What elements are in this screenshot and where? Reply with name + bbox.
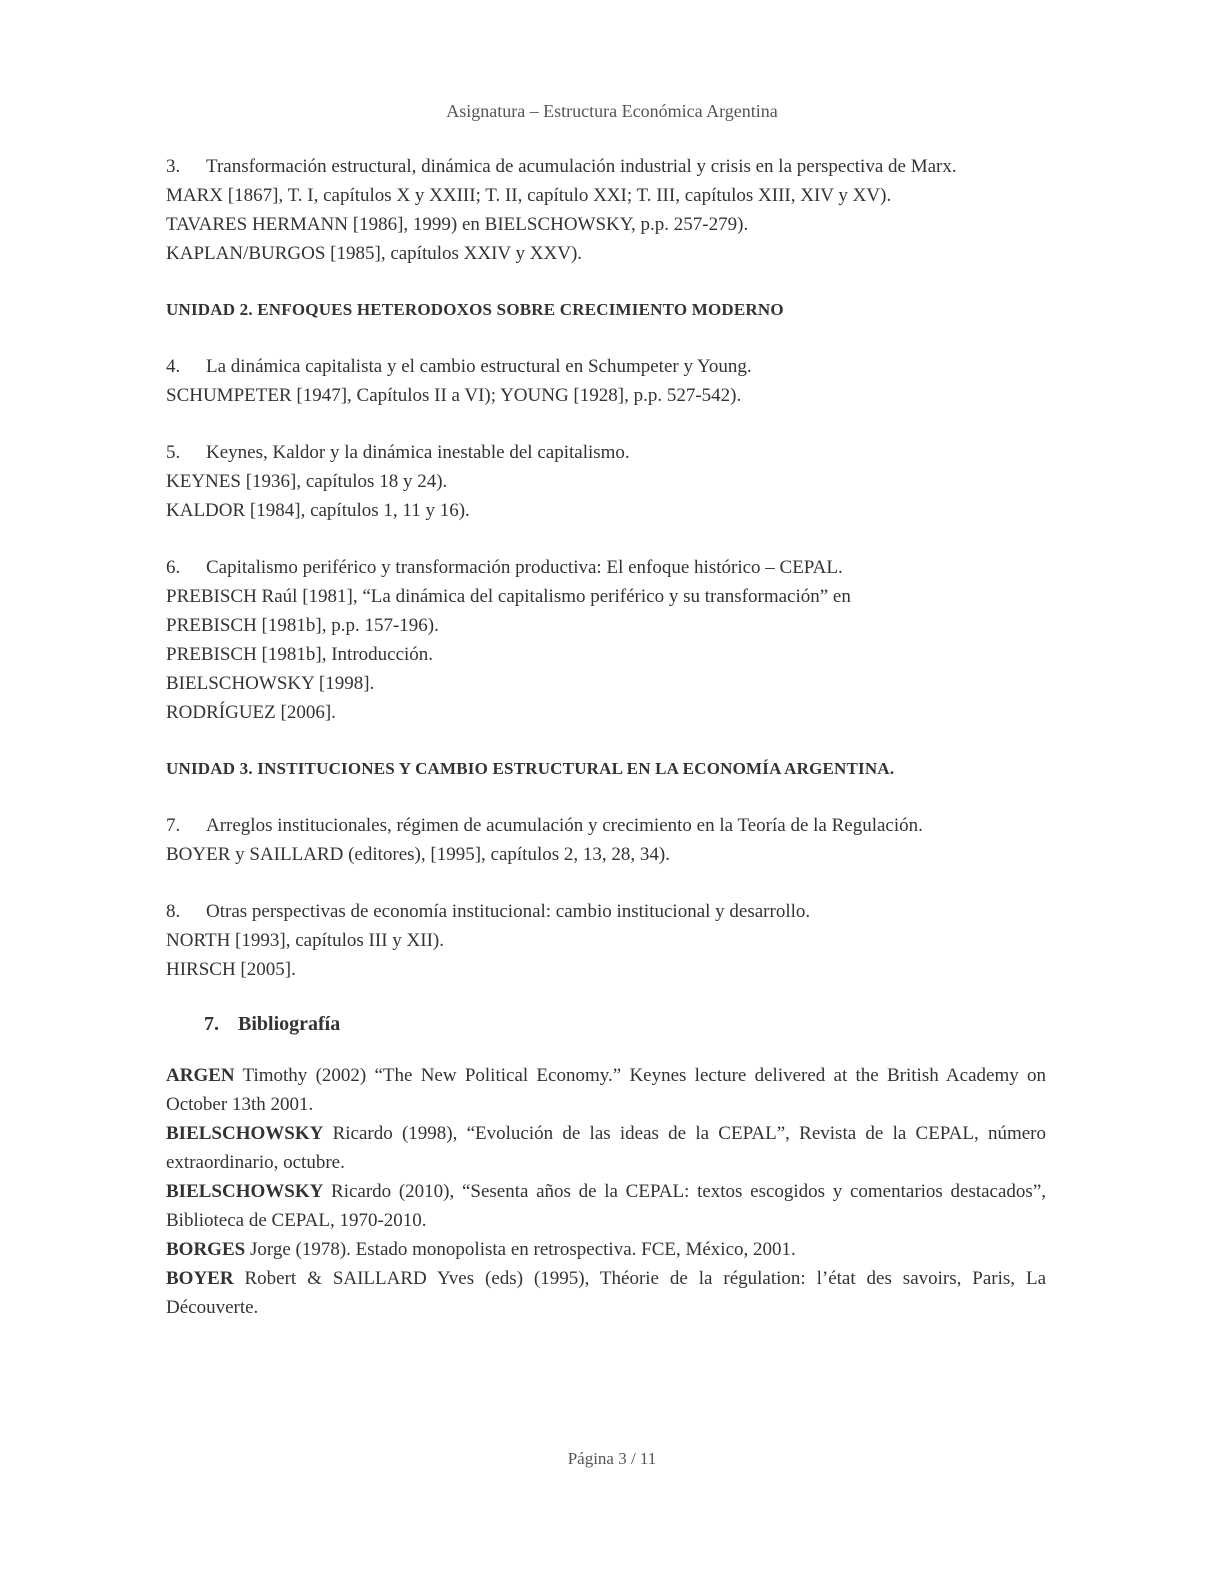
reference-line: PREBISCH Raúl [1981], “La dinámica del capitalismo periférico y su transformación” en: [166, 586, 851, 607]
reference-line: NORTH [1993], capítulos III y XII).: [166, 930, 444, 951]
item-title: Arreglos institucionales, régimen de acumulación y crecimiento en la Teoría de la Regulación.: [206, 815, 923, 836]
item-title: Capitalismo periférico y transformación productiva: El enfoque histórico – CEPAL.: [206, 557, 843, 578]
spacer: [166, 525, 1046, 553]
reference-line: TAVARES HERMANN [1986], 1999) en BIELSCHOWSKY, p.p. 257-279).: [166, 214, 749, 235]
reference-line: HIRSCH [2005].: [166, 959, 296, 980]
entry-author: BOYER: [166, 1268, 234, 1289]
program-item-3: [166, 152, 1046, 181]
item-number: 5.: [166, 442, 181, 463]
entry-author: ARGEN: [166, 1065, 235, 1086]
entry-text: Timothy (2002) “The New Political Economy.” Keynes lecture delivered at the British Academy on October 13th 2001.: [166, 1065, 1046, 1115]
reference-line: BOYER y SAILLARD (editores), [1995], capítulos 2, 13, 28, 34).: [166, 844, 670, 865]
bibliography-entry: [166, 1177, 1046, 1235]
entry-author: BIELSCHOWSKY: [166, 1181, 324, 1202]
program-item-5: [166, 438, 1046, 467]
unit-3-heading: UNIDAD 3. INSTITUCIONES Y CAMBIO ESTRUCTURAL EN LA ECONOMÍA ARGENTINA.: [166, 759, 895, 778]
item-number: 3.: [166, 156, 181, 177]
entry-text: Ricardo (2010), “Sesenta años de la CEPAL: textos escogidos y comentarios destacados”, Biblioteca de CEPAL, 1970-2010.: [166, 1181, 1046, 1231]
bibliography-number: 7.: [204, 1013, 219, 1035]
item-number: 4.: [166, 356, 181, 377]
program-item-6: [166, 553, 1046, 582]
unit-2-heading: UNIDAD 2. ENFOQUES HETERODOXOS SOBRE CRECIMIENTO MODERNO: [166, 300, 784, 319]
item-number: 6.: [166, 557, 181, 578]
reference-line: KEYNES [1936], capítulos 18 y 24).: [166, 471, 448, 492]
entry-text: Ricardo (1998), “Evolución de las ideas de la CEPAL”, Revista de la CEPAL, número extraordinario, octubre.: [166, 1123, 1046, 1173]
reference-line: RODRÍGUEZ [2006].: [166, 702, 336, 723]
spacer: [166, 869, 1046, 897]
bibliography-entry: [166, 1119, 1046, 1177]
reference-line: BIELSCHOWSKY [1998].: [166, 673, 375, 694]
item-number: 8.: [166, 901, 181, 922]
entry-text: Robert & SAILLARD Yves (eds) (1995), Théorie de la régulation: l’état des savoirs, Paris, La Découverte.: [166, 1268, 1046, 1318]
entry-author: BORGES: [166, 1239, 246, 1260]
bibliography-list: [166, 1061, 1046, 1322]
item-title: Keynes, Kaldor y la dinámica inestable del capitalismo.: [206, 442, 630, 463]
page-content: [166, 152, 1046, 1322]
reference-line: KALDOR [1984], capítulos 1, 11 y 16).: [166, 500, 470, 521]
item-title: La dinámica capitalista y el cambio estructural en Schumpeter y Young.: [206, 356, 752, 377]
entry-author: BIELSCHOWSKY: [166, 1123, 324, 1144]
reference-line: MARX [1867], T. I, capítulos X y XXIII; T. II, capítulo XXI; T. III, capítulos XIII, XIV y XV).: [166, 185, 892, 206]
reference-line: PREBISCH [1981b], p.p. 157-196).: [166, 615, 439, 636]
item-title: Otras perspectivas de economía institucional: cambio institucional y desarrollo.: [206, 901, 811, 922]
entry-text: Jorge (1978). Estado monopolista en retrospectiva. FCE, México, 2001.: [245, 1239, 796, 1260]
bibliography-heading: [204, 1010, 1046, 1039]
bibliography-title: Bibliografía: [238, 1013, 341, 1035]
program-item-7: [166, 811, 1046, 840]
bibliography-entry: [166, 1061, 1046, 1119]
page-header: Asignatura – Estructura Económica Argentina: [446, 101, 778, 121]
item-number: 7.: [166, 815, 181, 836]
reference-line: PREBISCH [1981b], Introducción.: [166, 644, 434, 665]
spacer: [166, 410, 1046, 438]
item-title: Transformación estructural, dinámica de acumulación industrial y crisis en la perspectiva de Marx.: [206, 156, 957, 177]
program-item-4: [166, 352, 1046, 381]
page-footer: Página 3 / 11: [567, 1449, 657, 1468]
reference-line: SCHUMPETER [1947], Capítulos II a VI); YOUNG [1928], p.p. 527-542).: [166, 385, 742, 406]
reference-line: KAPLAN/BURGOS [1985], capítulos XXIV y XXV).: [166, 243, 583, 264]
bibliography-entry: [166, 1264, 1046, 1322]
program-item-8: [166, 897, 1046, 926]
bibliography-entry: [166, 1235, 1046, 1264]
